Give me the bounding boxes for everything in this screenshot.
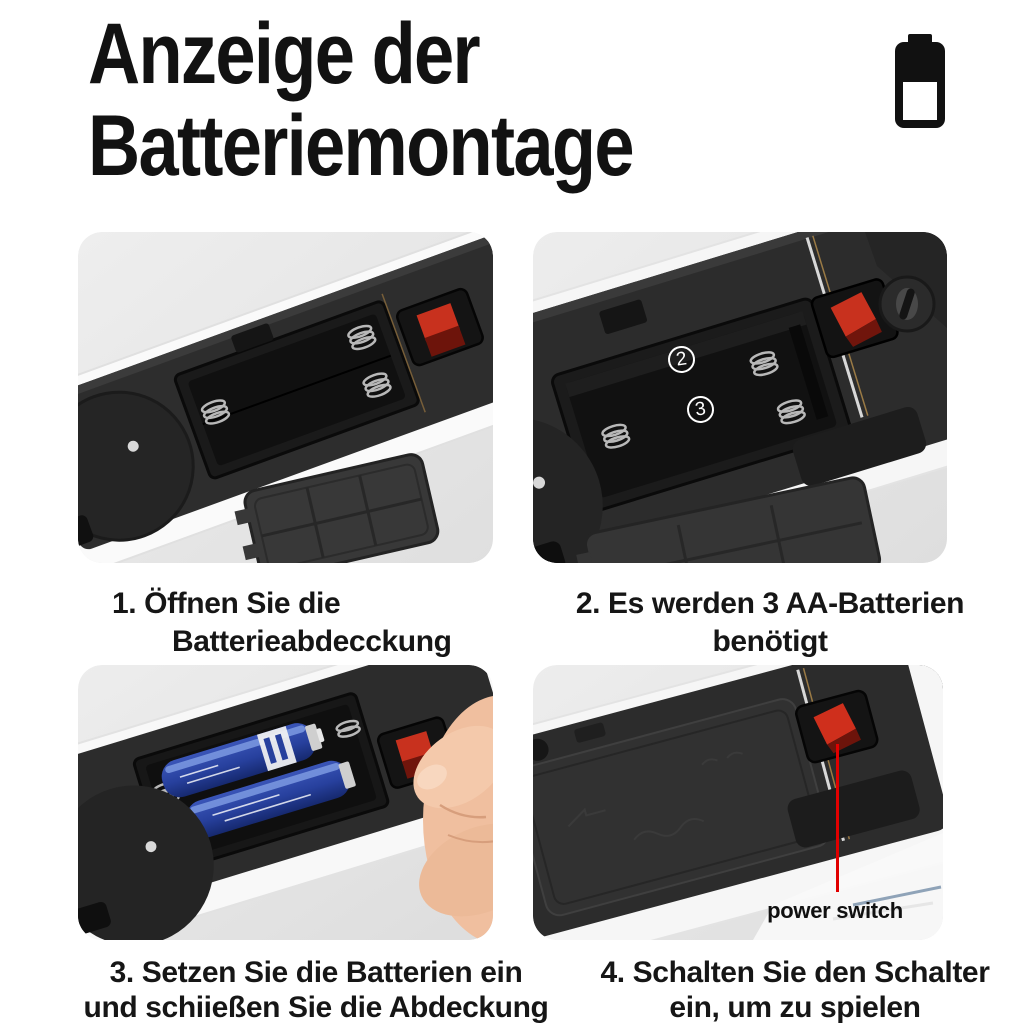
step1-photo-illustration [78, 232, 493, 563]
step2-caption-line2: benötigt [712, 625, 828, 658]
battery-slot-marker-2: 2 [666, 344, 696, 374]
step4-caption-line1: 4. Schalten Sie den Schalter [600, 956, 990, 989]
step1-caption-line1: 1. Öffnen Sie die [112, 587, 341, 620]
power-switch-pointer-line [836, 744, 839, 892]
step3-caption [70, 955, 562, 1024]
step4-caption-line2: ein, um zu spielen [669, 991, 921, 1024]
step3-photo-illustration [78, 665, 493, 940]
battery-icon [891, 32, 949, 132]
step3-photo [78, 665, 493, 940]
step4-caption [572, 955, 1018, 1024]
battery-slot-marker-3: 3 [685, 394, 715, 424]
page-title-line1: Anzeige der [88, 6, 479, 102]
step1-caption-line2: Batterieabdecckung [172, 625, 452, 658]
step3-caption-line1: 3. Setzen Sie die Batterien ein [109, 956, 523, 989]
power-switch-label: power switch [767, 898, 903, 923]
step1-photo [78, 232, 493, 563]
step1-caption [78, 585, 508, 661]
page-title [88, 8, 633, 192]
step2-caption-line1: 2. Es werden 3 AA-Batterien [575, 587, 965, 620]
page-title-line2: Batteriemontage [88, 98, 633, 194]
step2-photo [533, 232, 947, 563]
step2-caption [548, 585, 992, 661]
step2-photo-illustration [533, 232, 947, 563]
step3-caption-line2: und schiießen Sie die Abdeckung [83, 991, 549, 1024]
